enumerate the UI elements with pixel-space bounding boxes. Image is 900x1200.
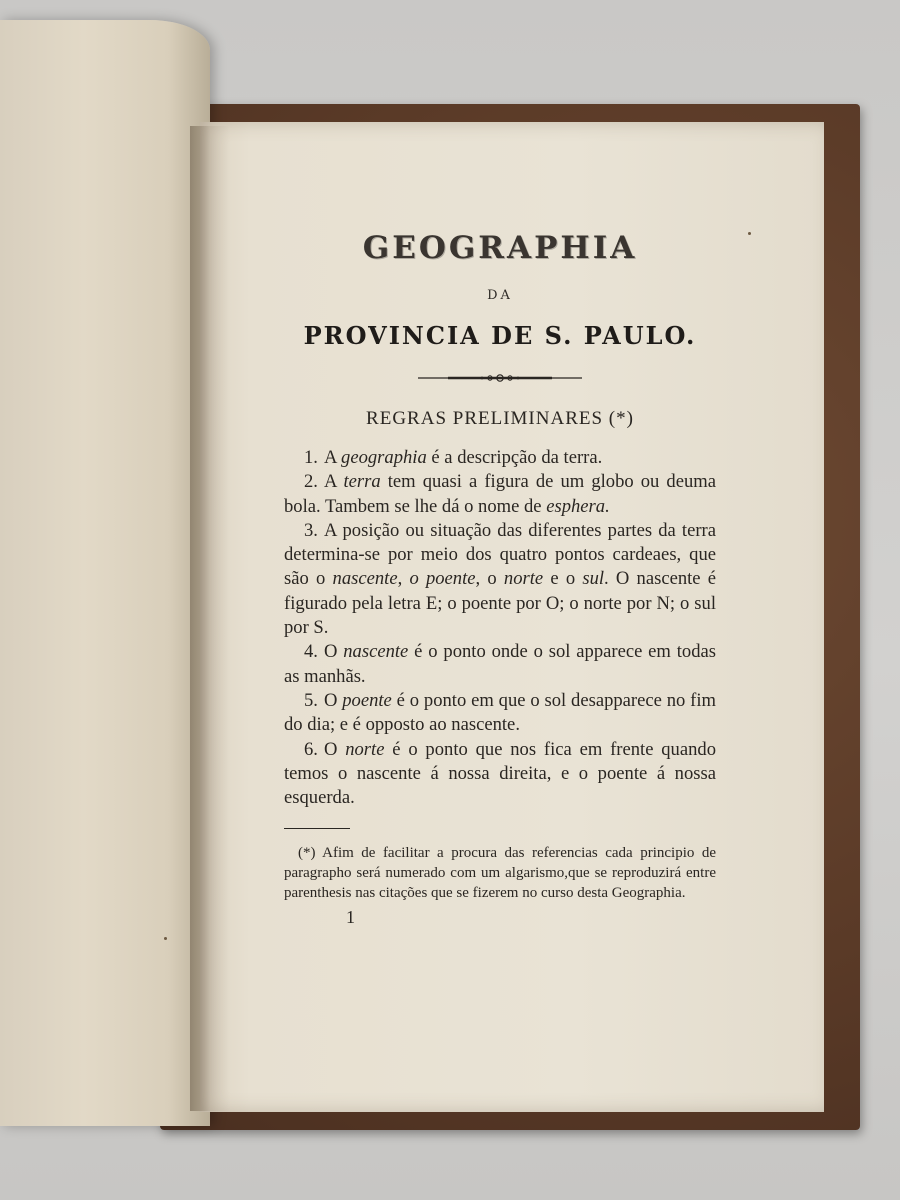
italic-term: sul <box>582 568 605 590</box>
paragraph-text: A <box>323 471 344 493</box>
paragraph-text: A <box>323 447 342 468</box>
italic-term: esphera. <box>546 495 610 517</box>
paragraph-text: é o ponto em que o sol desapparece no fim do dia; e é opposto ao nascente. <box>284 689 716 736</box>
page-content <box>284 230 716 928</box>
paragraph-text: tem quasi a figura de um globo ou deuma bola. Tambem se lhe dá o nome de <box>284 471 716 517</box>
footnote: (*) Afim de facilitar a procura das referencias cada principio de paragrapho será numerado com um algarismo,que se reproduzirá entre parenthesis nas citações que se fizerem no curso desta Geographia. <box>284 845 716 902</box>
paragraph-text: é o ponto onde o sol apparece em todas as manhãs. <box>284 641 716 687</box>
paragraph-number: 1. <box>304 447 318 468</box>
page-number: 1 <box>346 907 355 928</box>
italic-term: nascente <box>332 568 398 590</box>
italic-term: o poente <box>409 568 476 590</box>
paper-spot <box>164 937 167 940</box>
paragraph-4 <box>284 640 716 689</box>
paragraph-text: O <box>323 738 346 760</box>
italic-term: geographia <box>341 447 427 468</box>
section-heading: REGRAS PRELIMINARES (*) <box>366 408 634 429</box>
footnote-rule <box>284 828 350 829</box>
paragraph-text: O <box>323 641 344 663</box>
paragraph-text: é a descripção da terra. <box>426 447 603 468</box>
paragraph-number: 2. <box>304 471 318 493</box>
paragraph-text: e o <box>543 568 583 590</box>
paragraph-6 <box>284 738 716 811</box>
paragraph-number: 4. <box>304 641 318 663</box>
body-text <box>284 446 716 810</box>
paragraph-1 <box>284 446 716 470</box>
paragraph-text: , <box>397 568 410 590</box>
italic-term: poente <box>342 689 392 711</box>
ornament-rule-icon <box>418 372 582 384</box>
book-subtitle: PROVINCIA DE S. PAULO. <box>303 321 697 350</box>
paragraph-2 <box>284 470 716 519</box>
paragraph-text: A posição ou situação das diferentes partes da terra determina-se por meio dos quatro pontos cardeaes, que são o <box>284 519 716 590</box>
paper-spot <box>748 232 751 235</box>
paragraph-text: , o <box>475 568 504 590</box>
paragraph-3 <box>284 519 716 640</box>
paragraph-text: O <box>323 689 343 711</box>
italic-term: nascente <box>343 641 409 663</box>
paragraph-number: 3. <box>304 519 318 541</box>
italic-term: terra <box>343 471 381 493</box>
title-connector: DA <box>487 288 513 303</box>
paragraph-number: 6. <box>304 738 318 760</box>
book-title: GEOGRAPHIA <box>362 230 638 266</box>
right-page <box>200 122 824 1112</box>
italic-term: norte <box>503 568 544 590</box>
paragraph-number: 5. <box>304 689 318 711</box>
paragraph-text: é o ponto que nos fica em frente quando temos o nascente á nossa direita, e o poente á nossa esquerda. <box>284 738 716 809</box>
paragraph-5 <box>284 689 716 738</box>
left-page <box>0 20 210 1126</box>
italic-term: norte <box>345 738 385 760</box>
book-gutter-shadow <box>190 126 230 1111</box>
paragraph-text: . O nascente é figurado pela letra E; o poente por O; o norte por N; o sul por S. <box>284 568 716 639</box>
